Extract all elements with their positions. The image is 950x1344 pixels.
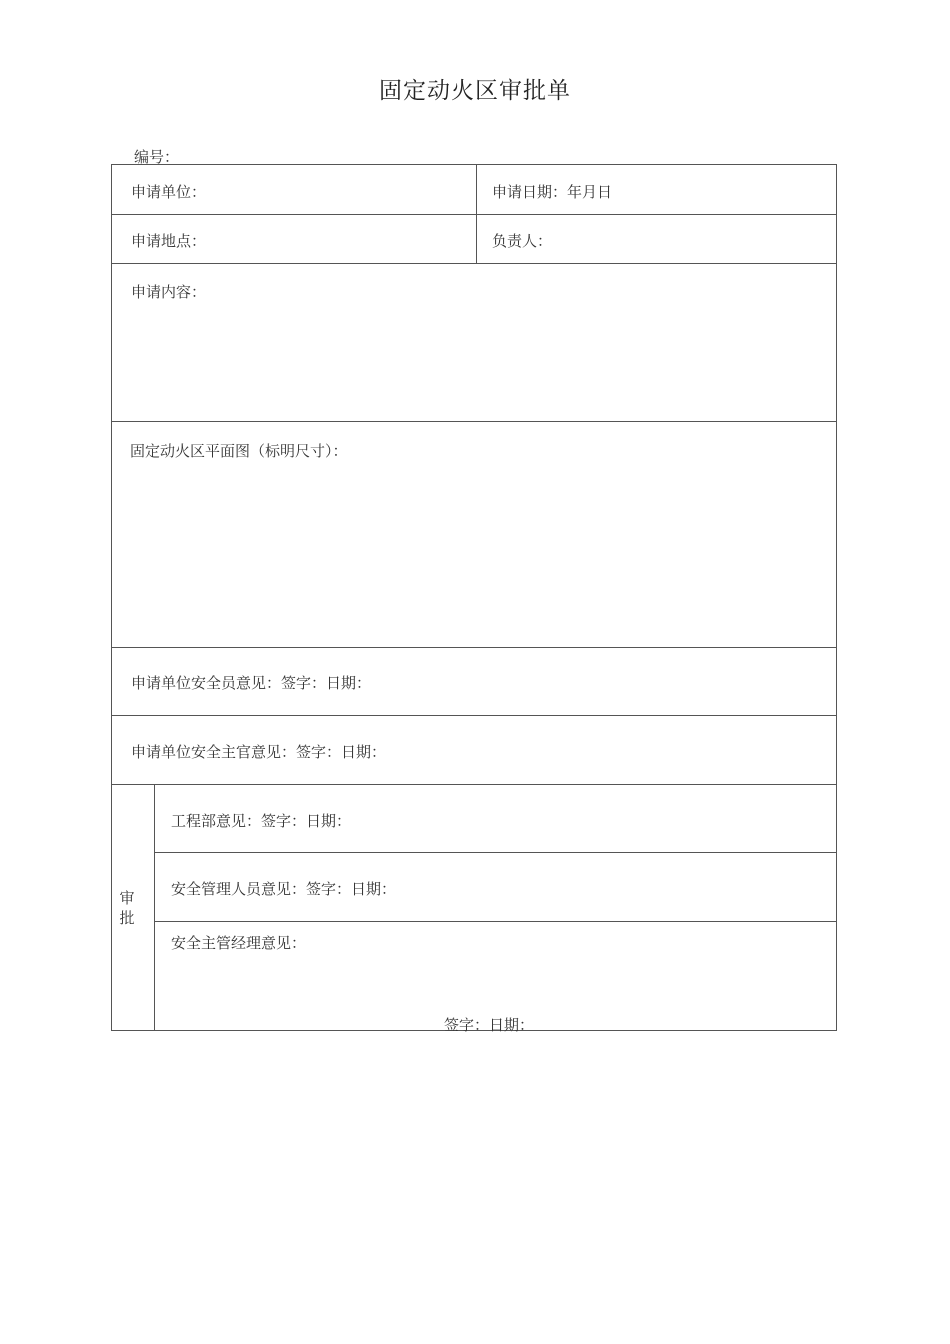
row-divider	[155, 852, 837, 853]
floor-plan-label: 固定动火区平面图（标明尺寸）：	[130, 442, 348, 460]
applicant-unit-label: 申请单位：	[131, 183, 207, 201]
safety-manager-opinion: 安全管理人员意见：签字：日期：	[171, 880, 397, 898]
row-divider	[112, 263, 837, 264]
approval-label-char-1: 审	[119, 889, 135, 907]
application-date-label: 申请日期：年月日	[492, 183, 613, 201]
row-divider	[112, 715, 837, 716]
application-content-label: 申请内容：	[131, 283, 207, 301]
safety-director-signature-date: 签字：日期：	[444, 1016, 535, 1034]
engineering-dept-opinion: 工程部意见：签字：日期：	[171, 812, 352, 830]
unit-safety-supervisor-opinion: 申请单位安全主官意见：签字：日期：	[131, 743, 387, 761]
person-in-charge-label: 负责人：	[492, 232, 553, 250]
row-divider	[112, 784, 837, 785]
column-divider	[476, 165, 477, 263]
form-table	[111, 164, 837, 1034]
row-divider	[112, 647, 837, 648]
column-divider	[154, 784, 155, 1031]
unit-safety-officer-opinion: 申请单位安全员意见：签字：日期：	[131, 674, 372, 692]
row-divider	[112, 421, 837, 422]
serial-number-label: 编号：	[134, 148, 180, 166]
safety-director-opinion: 安全主管经理意见：	[171, 934, 307, 952]
approval-section-label	[117, 888, 137, 928]
location-label: 申请地点：	[131, 232, 207, 250]
row-divider	[155, 921, 837, 922]
approval-label-char-2: 批	[119, 909, 135, 927]
row-divider	[112, 214, 837, 215]
document-title: 固定动火区审批单	[379, 78, 571, 104]
